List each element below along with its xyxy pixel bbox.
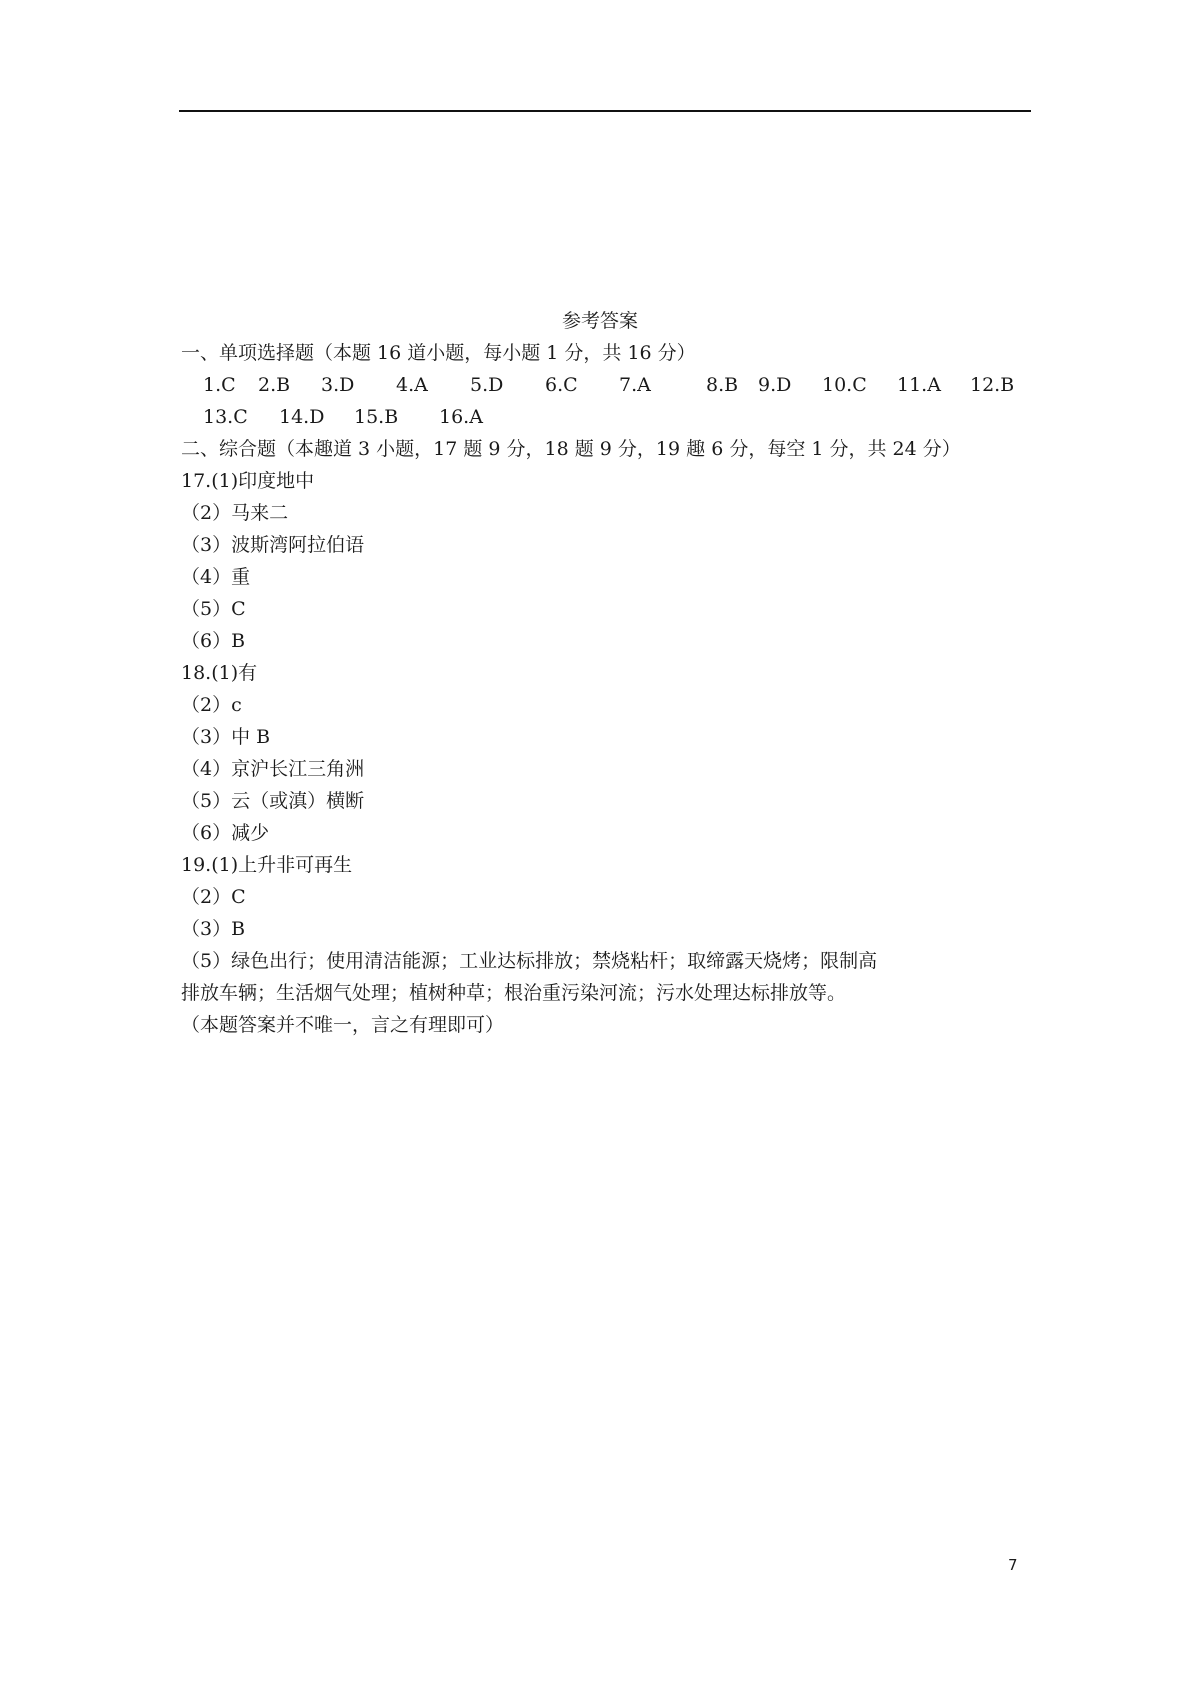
mc-answer-6: 6.C: [545, 374, 578, 396]
answer-line: （6）减少: [181, 822, 270, 844]
answer-line: （5）绿色出行；使用清洁能源；工业达标排放；禁烧粘杆；取缔露天烧烤；限制高: [181, 950, 878, 972]
mc-answer-9: 9.D: [758, 374, 792, 396]
answer-line: （3）波斯湾阿拉伯语: [181, 534, 365, 556]
answer-line: （2）c: [181, 694, 242, 716]
answer-line: （2）马来二: [181, 502, 289, 524]
section2-heading: 二、综合题（本趣道 3 小题，17 题 9 分，18 题 9 分，19 趣 6 分，每空 1 分，共 24 分）: [181, 438, 961, 460]
answer-note: （本题答案并不唯一，言之有理即可）: [181, 1014, 505, 1036]
mc-answer-12: 12.B: [970, 374, 1015, 396]
answer-line: 17.(1)印度地中: [181, 470, 315, 492]
mc-answer-11: 11.A: [897, 374, 941, 396]
answer-line: 18.(1)有: [181, 662, 258, 684]
answer-line: （5）云（或滇）横断: [181, 790, 365, 812]
mc-answer-3: 3.D: [321, 374, 355, 396]
mc-answer-1: 1.C: [203, 374, 236, 396]
answer-line: 19.(1)上升非可再生: [181, 854, 353, 876]
mc-answer-4: 4.A: [396, 374, 428, 396]
answer-line: 排放车辆；生活烟气处理；植树种草；根治重污染河流；污水处理达标排放等。: [181, 982, 847, 1004]
mc-answer-7: 7.A: [619, 374, 651, 396]
mc-answer-5: 5.D: [470, 374, 504, 396]
mc-answer-10: 10.C: [822, 374, 867, 396]
mc-answer-8: 8.B: [706, 374, 739, 396]
mc-answer-13: 13.C: [203, 406, 248, 428]
header-rule: [179, 110, 1031, 112]
answer-line: （3）中 B: [181, 726, 271, 748]
page-number: 7: [1008, 1556, 1018, 1574]
mc-answer-16: 16.A: [439, 406, 483, 428]
answer-line: （4）重: [181, 566, 251, 588]
section1-heading: 一、单项选择题（本题 16 道小题，每小题 1 分，共 16 分）: [181, 342, 696, 364]
mc-answer-2: 2.B: [258, 374, 291, 396]
answer-line: （5）C: [181, 598, 246, 620]
mc-answer-15: 15.B: [354, 406, 399, 428]
page-title: 参考答案: [561, 310, 638, 332]
answer-line: （2）C: [181, 886, 246, 908]
answer-line: （3）B: [181, 918, 246, 940]
mc-answer-14: 14.D: [279, 406, 325, 428]
answer-line: （6）B: [181, 630, 246, 652]
answer-line: （4）京沪长江三角洲: [181, 758, 365, 780]
